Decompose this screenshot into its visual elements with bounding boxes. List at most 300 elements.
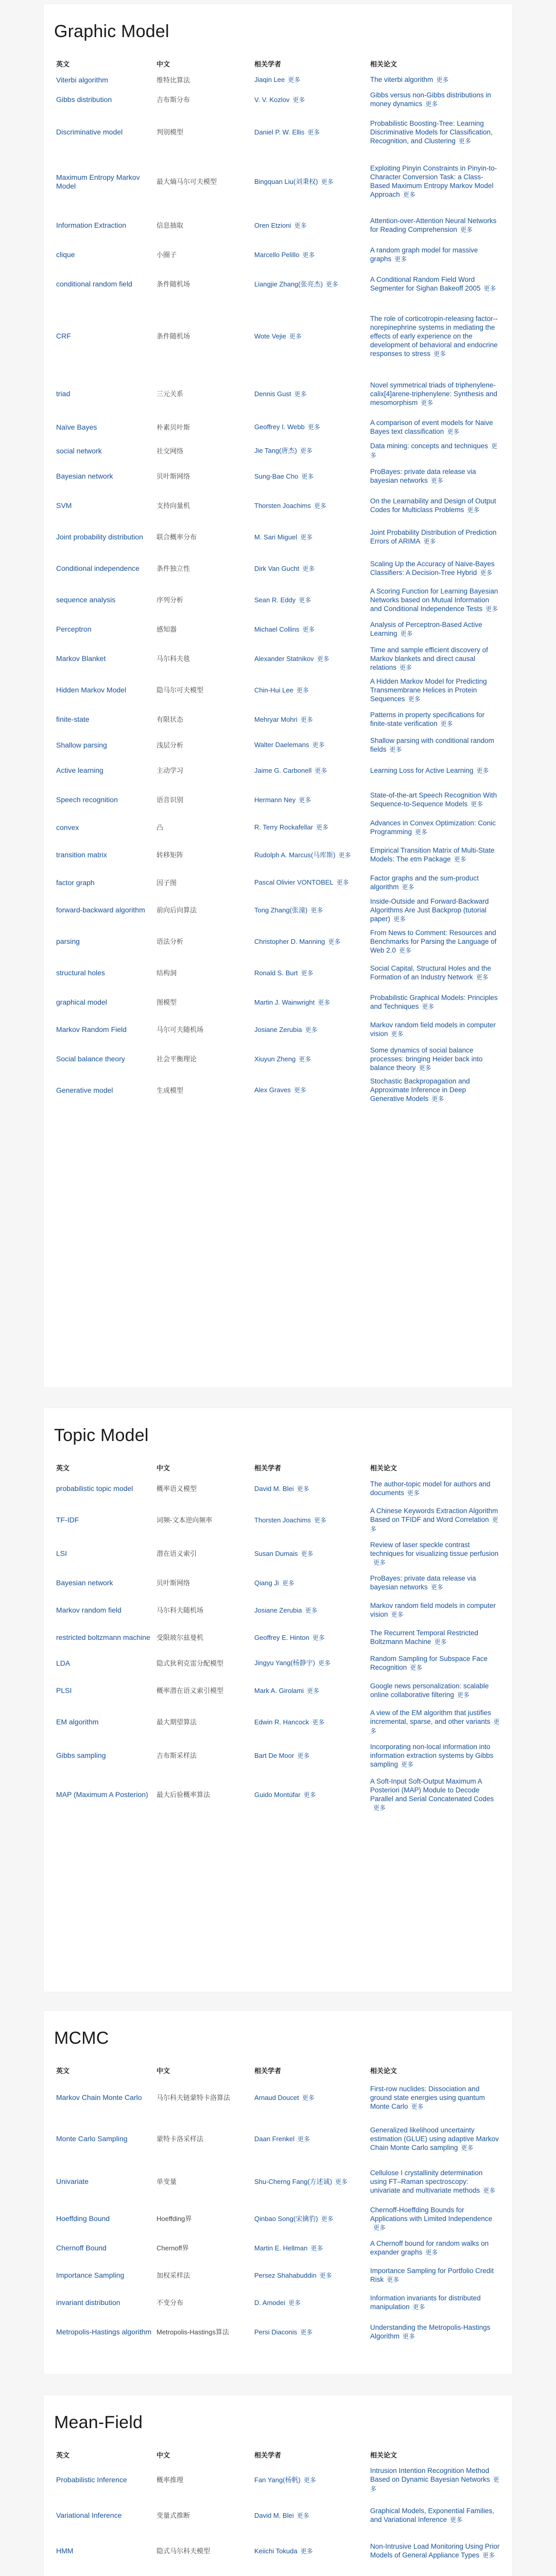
paper-link[interactable]: Exploiting Pinyin Constraints in Pinyin-to-Character Conversion Task: a Class-Based Maximum Entropy Markov Model Approach (370, 164, 497, 198)
scholar-link[interactable]: Geoffrey I. Webb (254, 423, 305, 431)
paper-link[interactable]: Chernoff-Hoeffding Bounds for Applications with Limited Independence (370, 2206, 493, 2223)
more-tag[interactable]: 更多 (319, 2272, 332, 2279)
paper-link[interactable]: ProBayes: private data release via bayesian networks (370, 468, 476, 484)
scholar-link[interactable]: Pascal Olivier VONTOBEL (254, 878, 334, 886)
scholar-link[interactable]: Josiane Zerubia (254, 1606, 302, 1614)
term-chinese: 浅层分析 (157, 741, 184, 749)
paper-link[interactable]: Attention-over-Attention Neural Networks for Reading Comprehension (370, 217, 497, 233)
more-tag[interactable]: 更多 (318, 1659, 331, 1667)
more-tag[interactable]: 更多 (321, 178, 334, 185)
term-english: Markov Random Field (56, 1025, 127, 1033)
term-chinese: 结构洞 (157, 969, 177, 977)
more-tag[interactable]: 更多 (450, 2516, 463, 2523)
more-tag[interactable]: 更多 (430, 1584, 443, 1591)
section-card (44, 2011, 512, 2374)
paper-cell (368, 241, 502, 268)
paper-link[interactable]: Social Capital, Structural Holes and the Formation of an Industry Network (370, 964, 491, 981)
more-tag[interactable]: 更多 (415, 828, 428, 836)
more-tag[interactable]: 更多 (300, 716, 313, 723)
more-tag[interactable]: 更多 (422, 1003, 435, 1010)
more-tag[interactable]: 更多 (338, 851, 351, 859)
paper-link[interactable]: Markov random field models in computer vision (370, 1602, 496, 1618)
more-tag[interactable]: 更多 (447, 428, 460, 435)
more-tag[interactable]: 更多 (300, 447, 312, 454)
paper-cell (368, 268, 502, 300)
paper-link[interactable]: A Scoring Function for Learning Bayesian Networks based on Mutual Information and Conditional Independence Tests (370, 587, 498, 613)
more-tag[interactable]: 更多 (483, 285, 496, 292)
scholar-link[interactable]: David M. Blei (254, 1484, 294, 1493)
more-tag[interactable]: 更多 (314, 1516, 326, 1524)
more-tag[interactable]: 更多 (391, 1611, 404, 1618)
term-chinese: 感知器 (157, 625, 177, 633)
more-tag[interactable]: 更多 (302, 251, 315, 259)
more-tag[interactable]: 更多 (399, 946, 412, 954)
more-tag[interactable]: 更多 (393, 915, 406, 923)
scholar-link[interactable]: Jaime G. Carbonell (254, 766, 312, 774)
more-tag[interactable]: 更多 (300, 2328, 313, 2336)
term-english: Conditional independence (56, 564, 140, 572)
scholar-cell (252, 643, 368, 674)
more-tag[interactable]: 更多 (425, 2249, 438, 2256)
more-tag[interactable]: 更多 (460, 226, 473, 233)
paper-link[interactable]: Empirical Transition Matrix of Multi-State Models: The etm Package (370, 846, 495, 863)
scholar-cell (252, 1043, 368, 1075)
scholar-link[interactable]: D. Amodei (254, 2298, 285, 2307)
table-row (54, 2498, 502, 2533)
scholar-link[interactable]: Sean R. Eddy (254, 596, 296, 604)
more-tag[interactable]: 更多 (433, 350, 446, 358)
scholar-link[interactable]: Dennis Gust (254, 389, 291, 398)
more-tag[interactable]: 更多 (325, 280, 338, 288)
more-tag[interactable]: 更多 (297, 1485, 309, 1493)
paper-cell (368, 521, 502, 553)
table-row (54, 871, 502, 894)
paper-link[interactable]: Joint Probability Distribution of Prediction Errors of ARIMA (370, 529, 497, 545)
more-tag[interactable]: 更多 (297, 1752, 310, 1759)
more-tag[interactable]: 更多 (407, 1489, 420, 1497)
more-tag[interactable]: 更多 (421, 399, 433, 406)
more-tag[interactable]: 更多 (314, 502, 326, 510)
term-english: Naïve Bayes (56, 422, 97, 431)
more-tag[interactable]: 更多 (315, 767, 327, 774)
scholar-cell (252, 2498, 368, 2533)
table-row (54, 1675, 502, 1706)
more-tag[interactable]: 更多 (296, 686, 309, 694)
more-tag[interactable]: 更多 (292, 96, 305, 104)
paper-link[interactable]: First-row nuclides: Dissociation and ground state energies using quantum Monte Carlo (370, 2084, 485, 2110)
scholar-link[interactable]: Jie Tang(唐杰) (254, 447, 297, 454)
more-tag[interactable]: 更多 (321, 2215, 334, 2223)
paper-link[interactable]: Advances in Convex Optimization: Conic Programming (370, 819, 496, 836)
more-tag[interactable]: 更多 (408, 695, 421, 703)
scholar-link[interactable]: Thorsten Joachims (254, 501, 311, 510)
more-tag[interactable]: 更多 (440, 720, 453, 727)
term-chinese: 序列分析 (157, 596, 184, 604)
term-chinese: 隐式狄利克雷分配模型 (157, 1659, 224, 1667)
more-tag[interactable]: 更多 (373, 2224, 386, 2231)
term-chinese: 马尔科夫毯 (157, 655, 190, 663)
scholar-link[interactable]: Josiane Zerubia (254, 1025, 302, 1033)
paper-link[interactable]: ProBayes: private data release via bayesian networks (370, 1574, 476, 1591)
more-tag[interactable]: 更多 (299, 796, 311, 804)
more-tag[interactable]: 更多 (335, 2178, 348, 2185)
table-row (54, 210, 502, 241)
scholar-link[interactable]: Christopher D. Manning (254, 937, 325, 945)
paper-cell (368, 674, 502, 706)
more-tag[interactable]: 更多 (391, 1030, 404, 1038)
paper-cell (368, 1773, 502, 1816)
paper-link[interactable]: A view of the EM algorithm that justifies incremental, sparse, and other variants (370, 1709, 491, 1725)
scholar-link[interactable]: Susan Dumais (254, 1549, 298, 1557)
more-tag[interactable]: 更多 (310, 906, 323, 914)
scholar-link[interactable]: Sung-Bae Cho (254, 472, 299, 480)
scholar-link[interactable]: Fan Yang(杨帆) (254, 2476, 301, 2484)
scholar-cell (252, 1016, 368, 1043)
more-tag[interactable]: 更多 (403, 2333, 415, 2340)
paper-link[interactable]: A Hidden Markov Model for Predicting Transmembrane Helices in Protein Sequences (370, 677, 487, 703)
scholar-link[interactable]: V. V. Kozlov (254, 95, 290, 104)
scholar-link[interactable]: Alex Graves (254, 1086, 291, 1094)
glossary-table (54, 2062, 502, 2348)
scholar-link[interactable]: Jiaqin Lee (254, 76, 285, 83)
scholar-cell (252, 490, 368, 521)
scholar-link[interactable]: Michael Collins (254, 625, 300, 633)
scholar-link[interactable]: Dirk Van Gucht (254, 564, 300, 572)
scholar-link[interactable]: Shu-Cherng Fang(方述诚) (254, 2177, 332, 2185)
paper-link[interactable]: The author-topic model for authors and documents (370, 1480, 491, 1497)
more-tag[interactable]: 更多 (294, 222, 307, 229)
paper-link[interactable]: Google news personalization: scalable online collaborative filtering (370, 1682, 489, 1699)
more-tag[interactable]: 更多 (399, 664, 412, 671)
paper-link[interactable]: On the Learnability and Design of Output Codes for Multiclass Problems (370, 497, 496, 514)
more-tag[interactable]: 更多 (300, 533, 313, 541)
more-tag[interactable]: 更多 (318, 998, 331, 1006)
more-tag[interactable]: 更多 (293, 1087, 306, 1094)
section-title: Topic Model (54, 1426, 149, 1445)
more-tag[interactable]: 更多 (299, 596, 311, 604)
scholar-link[interactable]: Martin E. Hellman (254, 2244, 308, 2252)
scholar-link[interactable]: Geoffrey E. Hinton (254, 1633, 309, 1641)
paper-cell (368, 1597, 502, 1624)
more-tag[interactable]: 更多 (316, 824, 328, 831)
table-row (54, 268, 502, 300)
paper-link[interactable]: Generalized likelihood uncertainty estimation (GLUE) using adaptive Markov Chain Monte Carlo sampling (370, 2126, 499, 2151)
paper-link[interactable]: Time and sample efficient discovery of Markov blankets and direct causal relations (370, 646, 488, 671)
scholar-link[interactable]: Ronald S. Burt (254, 969, 298, 977)
more-tag[interactable]: 更多 (307, 423, 320, 431)
paper-link[interactable]: State-of-the-art Speech Recognition With Sequence-to-Sequence Models (370, 791, 497, 808)
column-header-cn: 中文 (157, 1464, 170, 1472)
more-tag[interactable]: 更多 (288, 76, 301, 83)
more-tag[interactable]: 更多 (370, 1718, 500, 1735)
term-english: Social balance theory (56, 1055, 125, 1063)
scholar-link[interactable]: Daan Frenkel (254, 2134, 295, 2143)
more-tag[interactable]: 更多 (328, 938, 341, 945)
more-tag[interactable]: 更多 (480, 569, 493, 577)
scholar-link[interactable]: Qiang Ji (254, 1579, 279, 1587)
paper-link[interactable]: Incorporating non-local information into information extraction systems by Gibbs sampling (370, 1742, 494, 1768)
more-tag[interactable]: 更多 (336, 879, 349, 886)
scholar-link[interactable]: R. Terry Rockafellar (254, 823, 313, 831)
paper-link[interactable]: Probabilistic Graphical Models: Principles and Techniques (370, 994, 498, 1010)
more-tag[interactable]: 更多 (297, 2512, 309, 2519)
scholar-link[interactable]: Martin J. Wainwright (254, 998, 315, 1006)
more-tag[interactable]: 更多 (301, 472, 314, 480)
more-tag[interactable]: 更多 (471, 801, 483, 808)
scholar-link[interactable]: Walter Daelemans (254, 741, 309, 749)
paper-link[interactable]: Understanding the Metropolis-Hastings Algorithm (370, 2324, 491, 2340)
scholar-link[interactable]: Wote Vejie (254, 332, 286, 340)
more-tag[interactable]: 更多 (457, 1691, 470, 1699)
more-tag[interactable]: 更多 (370, 1516, 498, 1533)
paper-link[interactable]: Learning Loss for Active Learning (370, 766, 474, 774)
scholar-cell (252, 757, 368, 784)
table-row (54, 2078, 502, 2117)
term-english: transition matrix (56, 851, 107, 859)
paper-cell (368, 111, 502, 154)
scholar-link[interactable]: Mark A. Girolami (254, 1686, 304, 1694)
paper-link[interactable]: Graphical Models, Exponential Families, and Variational Inference (370, 2507, 494, 2523)
paper-link[interactable]: Review of laser speckle contrast techniques for visualizing tissue perfusion (370, 1540, 499, 1557)
scholar-link[interactable]: Rudolph A. Marcus(马库斯) (254, 851, 336, 859)
scholar-link[interactable]: Marcello Pelillo (254, 250, 300, 259)
column-header-paper: 相关论文 (370, 60, 397, 68)
table-row (54, 584, 502, 616)
term-chinese: 支持向量机 (157, 502, 190, 510)
term-chinese: 不变分布 (157, 2299, 184, 2307)
scholar-link[interactable]: Edwin R. Hancock (254, 1718, 309, 1726)
paper-link[interactable]: Intrusion Intention Recognition Method Based on Dynamic Bayesian Networks (370, 2467, 490, 2483)
more-tag[interactable]: 更多 (476, 974, 489, 981)
term-english: triad (56, 389, 71, 398)
more-tag[interactable]: 更多 (301, 1550, 314, 1557)
scholar-link[interactable]: Daniel P. W. Ellis (254, 128, 305, 136)
more-tag[interactable]: 更多 (298, 2135, 310, 2143)
more-tag[interactable]: 更多 (387, 2276, 399, 2283)
paper-link[interactable]: Cellulose I crystallinity determination using FT–Raman spectroscopy: univariate and multivariate methods (370, 2168, 483, 2194)
more-tag[interactable]: 更多 (370, 443, 497, 459)
scholar-cell (252, 2078, 368, 2117)
more-tag[interactable]: 更多 (317, 655, 329, 663)
scholar-cell (252, 2262, 368, 2289)
paper-link[interactable]: A comparison of event models for Naive Bayes text classification (370, 418, 493, 435)
more-tag[interactable]: 更多 (485, 605, 498, 613)
scholar-link[interactable]: Liangjie Zhang(张亮杰) (254, 280, 323, 288)
paper-cell (368, 2569, 502, 2576)
scholar-link[interactable]: Bart De Moor (254, 1751, 294, 1759)
paper-link[interactable]: Non-Intrusive Load Monitoring Using Prior Models of General Appliance Types (370, 2543, 500, 2559)
term-english: Perceptron (56, 625, 92, 633)
scholar-link[interactable]: Arnaud Doucet (254, 2093, 299, 2102)
section-title: MCMC (54, 2028, 109, 2048)
term-chinese: 蒙特卡洛采样法 (157, 2135, 204, 2143)
scholar-link[interactable]: Chin-Hui Lee (254, 686, 293, 694)
more-tag[interactable]: 更多 (401, 1760, 414, 1768)
term-english: Markov Chain Monte Carlo (56, 2093, 142, 2102)
more-tag[interactable]: 更多 (289, 332, 302, 340)
table-header-row (54, 2062, 502, 2078)
more-tag[interactable]: 更多 (389, 745, 402, 753)
more-tag[interactable]: 更多 (431, 1095, 444, 1103)
paper-link[interactable]: From News to Comment: Resources and Benchmarks for Parsing the Language of Web 2.0 (370, 928, 497, 954)
paper-cell (368, 1675, 502, 1706)
paper-link[interactable]: The viterbi algorithm (370, 76, 433, 83)
more-tag[interactable]: 更多 (370, 2476, 499, 2493)
more-tag[interactable]: 更多 (373, 1558, 386, 1566)
more-tag[interactable]: 更多 (436, 76, 449, 83)
paper-link[interactable]: Shallow parsing with conditional random fields (370, 736, 494, 753)
more-tag[interactable]: 更多 (299, 1055, 311, 1063)
scholar-link[interactable]: David M. Blei (254, 2511, 294, 2519)
scholar-link[interactable]: M. Sari Miguel (254, 533, 298, 541)
more-tag[interactable]: 更多 (483, 2187, 496, 2194)
paper-link[interactable]: A random graph model for massive graphs (370, 246, 478, 263)
scholar-link[interactable]: Oren Etzioni (254, 221, 291, 229)
column-header-paper: 相关论文 (370, 2451, 397, 2459)
scholar-link[interactable]: Tong Zhang(张潼) (254, 906, 308, 914)
more-tag[interactable]: 更多 (312, 1634, 325, 1641)
more-tag[interactable]: 更多 (425, 100, 438, 108)
paper-cell (368, 2234, 502, 2262)
paper-cell (368, 839, 502, 871)
more-tag[interactable]: 更多 (402, 883, 414, 891)
more-tag[interactable]: 更多 (312, 741, 325, 749)
paper-link[interactable]: The role of corticotropin-releasing factor--norepinephrine systems in mediating the effects of early experience on the development of behavioral and endocrine responses to stress (370, 314, 498, 358)
more-tag[interactable]: 更多 (461, 2144, 474, 2151)
scholar-link[interactable]: Persez Shahabuddin (254, 2271, 317, 2279)
more-tag[interactable]: 更多 (403, 191, 415, 198)
more-tag[interactable]: 更多 (282, 1579, 294, 1587)
paper-link[interactable]: Factor graphs and the sum-product algorithm (370, 874, 479, 891)
more-tag[interactable]: 更多 (419, 1064, 431, 1072)
paper-link[interactable]: Some dynamics of social balance processes: bringing Heider back into balance theory (370, 1046, 483, 1072)
scholar-link[interactable]: Mehryar Mohri (254, 715, 298, 723)
term-chinese: 信息抽取 (157, 222, 184, 229)
paper-link[interactable]: Analysis of Perceptron-Based Active Learning (370, 621, 482, 637)
more-tag[interactable]: 更多 (294, 390, 307, 398)
scholar-link[interactable]: Thorsten Joachims (254, 1516, 311, 1524)
paper-link[interactable]: The Recurrent Temporal Restricted Boltzmann Machine (370, 1629, 478, 1646)
term-english: TF-IDF (56, 1516, 79, 1524)
paper-link[interactable]: Patterns in property specifications for finite-state verification (370, 711, 485, 727)
table-row (54, 415, 502, 439)
term-english: finite-state (56, 715, 90, 723)
paper-link[interactable]: Inside-Outside and Forward-Backward Algorithms Are Just Backprop (tutorial paper) (370, 897, 489, 923)
term-english: Monte Carlo Sampling (56, 2134, 128, 2143)
more-tag[interactable]: 更多 (310, 2244, 323, 2252)
table-row (54, 1016, 502, 1043)
term-english: HMM (56, 2547, 74, 2555)
scholar-cell (252, 2289, 368, 2316)
more-tag[interactable]: 更多 (412, 2303, 425, 2311)
scholar-link[interactable]: Keiichi Tokuda (254, 2547, 298, 2555)
more-tag[interactable]: 更多 (476, 767, 489, 774)
scholar-link[interactable]: Guido Montúfar (254, 1790, 301, 1799)
paper-link[interactable]: Probabilistic Boosting-Tree: Learning Discriminative Models for Classification, Recognition, and Clustering (370, 119, 493, 145)
paper-link[interactable]: Markov random field models in computer vision (370, 1021, 496, 1038)
table-row (54, 2462, 502, 2498)
more-tag[interactable]: 更多 (373, 1804, 386, 1811)
paper-link[interactable]: Random Sampling for Subspace Face Recognition (370, 1654, 488, 1671)
more-tag[interactable]: 更多 (307, 128, 320, 136)
paper-link[interactable]: Gibbs versus non-Gibbs distributions in money dynamics (370, 91, 491, 108)
scholar-cell (252, 616, 368, 643)
paper-cell (368, 2117, 502, 2160)
paper-link[interactable]: Novel symmetrical triads of triphenylene-calix[4]arene-triphenylene: Synthesis and mesomorphism (370, 381, 497, 406)
paper-link[interactable]: A Chinese Keywords Extraction Algorithm Based on TFIDF and Word Correlation (370, 1507, 498, 1523)
paper-link[interactable]: A Conditional Random Field Word Segmenter for Sighan Bakeoff 2005 (370, 276, 481, 292)
more-tag[interactable]: 更多 (430, 477, 443, 484)
section-title: Graphic Model (54, 22, 169, 41)
paper-cell (368, 1569, 502, 1597)
paper-link[interactable]: Stochastic Backpropagation and Approximate Inference in Deep Generative Models (370, 1077, 470, 1103)
column-header-en: 英文 (56, 2451, 70, 2459)
scholar-link[interactable]: Hermann Ney (254, 795, 296, 804)
more-tag[interactable]: 更多 (307, 1687, 320, 1694)
more-tag[interactable]: 更多 (303, 2476, 316, 2484)
paper-link[interactable]: Information invariants for distributed manipulation (370, 2294, 481, 2311)
paper-link[interactable]: Importance Sampling for Portfolio Credit Risk (370, 2267, 494, 2283)
more-tag[interactable]: 更多 (301, 969, 314, 977)
paper-cell (368, 784, 502, 816)
more-tag[interactable]: 更多 (467, 506, 480, 514)
table-row (54, 2533, 502, 2569)
more-tag[interactable]: 更多 (303, 1791, 316, 1799)
more-tag[interactable]: 更多 (482, 2552, 495, 2559)
more-tag[interactable]: 更多 (300, 2547, 313, 2555)
paper-link[interactable]: Data mining: concepts and techniques (370, 442, 488, 450)
more-tag[interactable]: 更多 (410, 1664, 423, 1671)
more-tag[interactable]: 更多 (411, 2103, 424, 2110)
term-english: EM algorithm (56, 1718, 99, 1726)
scholar-link[interactable]: Jingyu Yang(杨静宇) (254, 1659, 316, 1667)
scholar-cell (252, 2462, 368, 2498)
more-tag[interactable]: 更多 (400, 630, 413, 637)
term-english: forward-backward algorithm (56, 906, 145, 914)
term-english: sequence analysis (56, 596, 116, 604)
term-chinese: 加权采样法 (157, 2272, 190, 2279)
column-header-en: 英文 (56, 2066, 70, 2075)
more-tag[interactable]: 更多 (454, 856, 466, 863)
more-tag[interactable]: 更多 (302, 565, 315, 572)
paper-link[interactable]: A Soft-Input Soft-Output Maximum A Posteriori (MAP) Module to Decode Parallel and Serial Concatenated Codes (370, 1777, 494, 1803)
paper-link[interactable]: Scaling Up the Accuracy of Naive-Bayes Classifiers: A Decision-Tree Hybrid (370, 560, 495, 577)
term-english: MAP (Maximum A Posterion) (56, 1790, 148, 1799)
scholar-link[interactable]: Bingquan Liu(刘秉权) (254, 177, 318, 185)
more-tag[interactable]: 更多 (423, 538, 436, 545)
scholar-link[interactable]: Persi Diaconis (254, 2328, 298, 2336)
more-tag[interactable]: 更多 (302, 625, 315, 633)
more-tag[interactable]: 更多 (394, 256, 407, 263)
term-chinese (154, 2569, 252, 2576)
more-tag[interactable]: 更多 (305, 1606, 318, 1614)
scholar-link[interactable]: Alexander Statnikov (254, 654, 314, 663)
more-tag[interactable]: 更多 (458, 137, 471, 145)
more-tag[interactable]: 更多 (434, 1638, 447, 1646)
more-tag[interactable]: 更多 (305, 1026, 318, 1033)
more-tag[interactable]: 更多 (288, 2299, 301, 2307)
scholar-link[interactable]: Xiuyun Zheng (254, 1055, 296, 1063)
scholar-link[interactable]: Qinbao Song(宋擒豹) (254, 2214, 318, 2223)
term-english: Chernoff Bound (56, 2244, 107, 2252)
term-chinese: 马尔科夫链蒙特卡洛算法 (157, 2094, 231, 2102)
scholar-cell (252, 415, 368, 439)
more-tag[interactable]: 更多 (312, 1718, 325, 1726)
paper-link[interactable]: A Chernoff bound for random walks on expander graphs (370, 2240, 489, 2256)
term-chinese: 条件独立性 (157, 565, 190, 572)
more-tag[interactable]: 更多 (302, 2094, 315, 2102)
scholar-cell (252, 957, 368, 989)
